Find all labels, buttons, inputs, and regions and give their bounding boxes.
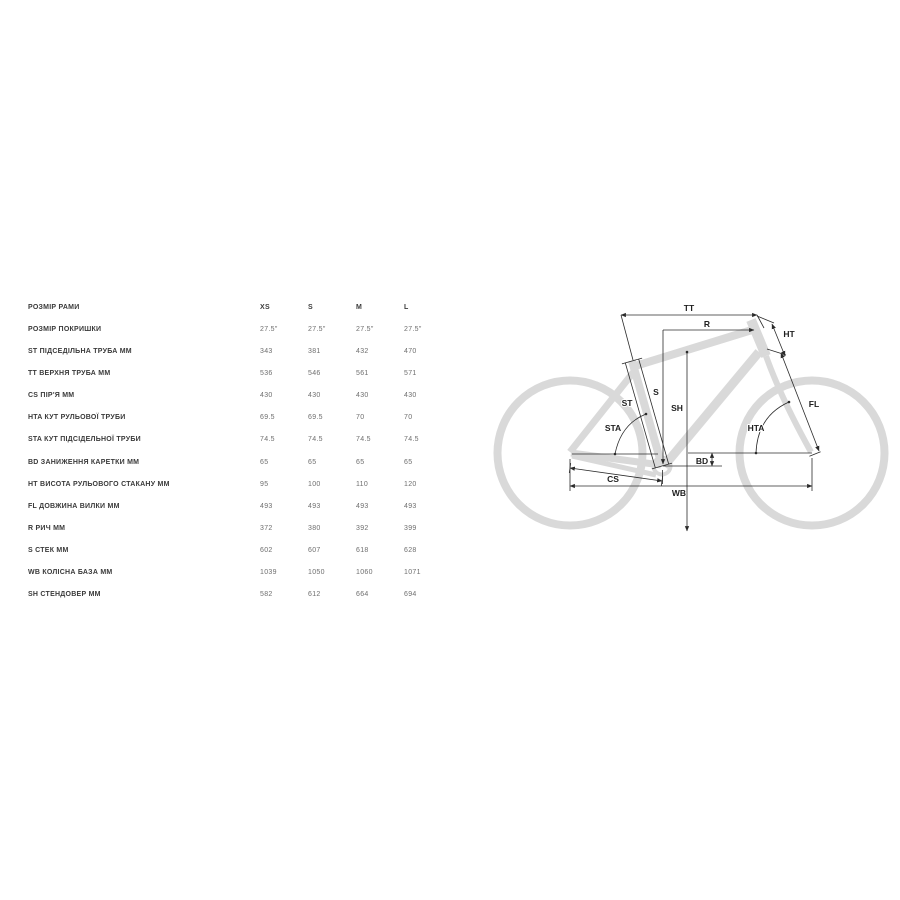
row-value-xs: 582 [260,591,273,599]
row-value-l: 27.5" [404,325,422,333]
row-value-l: 70 [404,414,413,422]
row-value-s: 65 [308,458,317,466]
row-value-m: 432 [356,347,369,355]
row-value-xs: 372 [260,524,273,532]
table-row [28,473,460,495]
row-value-l: 493 [404,502,417,510]
row-value-l: 628 [404,547,417,555]
row-label: TT ВЕРХНЯ ТРУБА ММ [28,369,111,377]
row-value-m: 493 [356,502,369,510]
row-label: FL ДОВЖИНА ВИЛКИ ММ [28,502,120,510]
row-value-s: 27.5" [308,325,326,333]
row-value-s: 69.5 [308,414,323,422]
table-row [28,540,460,562]
row-value-m: 392 [356,524,369,532]
table-row [28,562,460,584]
dim-label-sta: STA [604,423,622,433]
dim-label-fl: FL [808,399,820,409]
dim-label-cs: CS [607,474,619,484]
dim-label-bd: BD [695,456,709,466]
row-value-l: 65 [404,458,413,466]
row-value-s: 100 [308,480,321,488]
row-value-l: 74.5 [404,436,419,444]
row-value-xs: 343 [260,347,273,355]
table-row [28,362,460,384]
row-value-m: 65 [356,458,365,466]
row-value-xs: 1039 [260,569,277,577]
row-value-l: 120 [404,480,417,488]
row-value-l: 571 [404,369,417,377]
row-label: SH СТЕНДОВЕР ММ [28,591,101,599]
row-label: ST ПІДСЕДІЛЬНА ТРУБА ММ [28,347,132,355]
top-tube [632,330,752,367]
row-value-xs: 69.5 [260,414,275,422]
row-value-s: 546 [308,369,321,377]
row-label: CS ПІР'Я ММ [28,392,75,400]
geometry-table-body [28,318,460,606]
row-value-xs: 430 [260,392,273,400]
bike-geometry-diagram [488,292,900,545]
row-value-l: 1071 [404,569,421,577]
row-value-m: 110 [356,480,369,488]
row-label: HTA КУТ РУЛЬОВОЇ ТРУБИ [28,414,126,422]
row-label: STA КУТ ПІДСІДЕЛЬНОЇ ТРУБИ [28,436,141,444]
geometry-table-header [28,296,460,318]
row-value-s: 493 [308,502,321,510]
dim-label-tt: TT [683,303,695,313]
row-value-m: 74.5 [356,436,371,444]
row-value-xs: 95 [260,480,269,488]
dim-label-st: ST [621,398,633,408]
frame-size-header: РОЗМІР РАМИ [28,303,80,311]
table-row [28,451,460,473]
table-row [28,318,460,340]
row-value-s: 430 [308,392,321,400]
row-value-xs: 536 [260,369,273,377]
row-value-s: 612 [308,591,321,599]
table-row [28,517,460,539]
dim-label-ht: HT [783,329,795,339]
row-value-xs: 27.5" [260,325,278,333]
row-label: BD ЗАНИЖЕННЯ КАРЕТКИ ММ [28,458,140,466]
dim-label-s: S [653,387,659,397]
row-value-l: 694 [404,591,417,599]
table-row [28,495,460,517]
row-value-m: 27.5" [356,325,374,333]
row-value-xs: 602 [260,547,273,555]
row-value-xs: 493 [260,502,273,510]
table-row [28,429,460,451]
row-value-s: 1050 [308,569,325,577]
row-value-m: 70 [356,414,365,422]
row-value-s: 74.5 [308,436,323,444]
row-label: WB КОЛІСНА БАЗА ММ [28,569,113,577]
row-value-m: 430 [356,392,369,400]
table-row [28,340,460,362]
dim-label-r: R [703,319,711,329]
table-row [28,584,460,606]
row-label: РОЗМІР ПОКРИШКИ [28,325,102,333]
row-value-m: 1060 [356,569,373,577]
row-value-l: 470 [404,347,417,355]
geometry-table [28,296,460,606]
row-value-l: 430 [404,392,417,400]
row-label: S СТЕК ММ [28,547,69,555]
dim-label-wb: WB [671,488,687,498]
dim-label-hta: HTA [747,423,765,433]
head-tube [751,320,766,356]
row-value-l: 399 [404,524,417,532]
row-value-m: 561 [356,369,369,377]
row-value-xs: 74.5 [260,436,275,444]
size-column-xs: XS [260,303,270,311]
dim-label-sh: SH [671,403,683,413]
size-column-s: S [308,303,313,311]
row-value-s: 607 [308,547,321,555]
row-label: R РИЧ ММ [28,524,66,532]
size-column-m: M [356,303,363,311]
fork [766,356,811,452]
row-value-s: 380 [308,524,321,532]
row-value-s: 381 [308,347,321,355]
bike-drawing [498,320,885,526]
row-value-m: 664 [356,591,369,599]
table-row [28,407,460,429]
row-value-xs: 65 [260,458,269,466]
row-label: HT ВИСОТА РУЛЬОВОГО СТАКАНУ ММ [28,480,170,488]
size-column-l: L [404,303,409,311]
table-row [28,385,460,407]
row-value-m: 618 [356,547,369,555]
